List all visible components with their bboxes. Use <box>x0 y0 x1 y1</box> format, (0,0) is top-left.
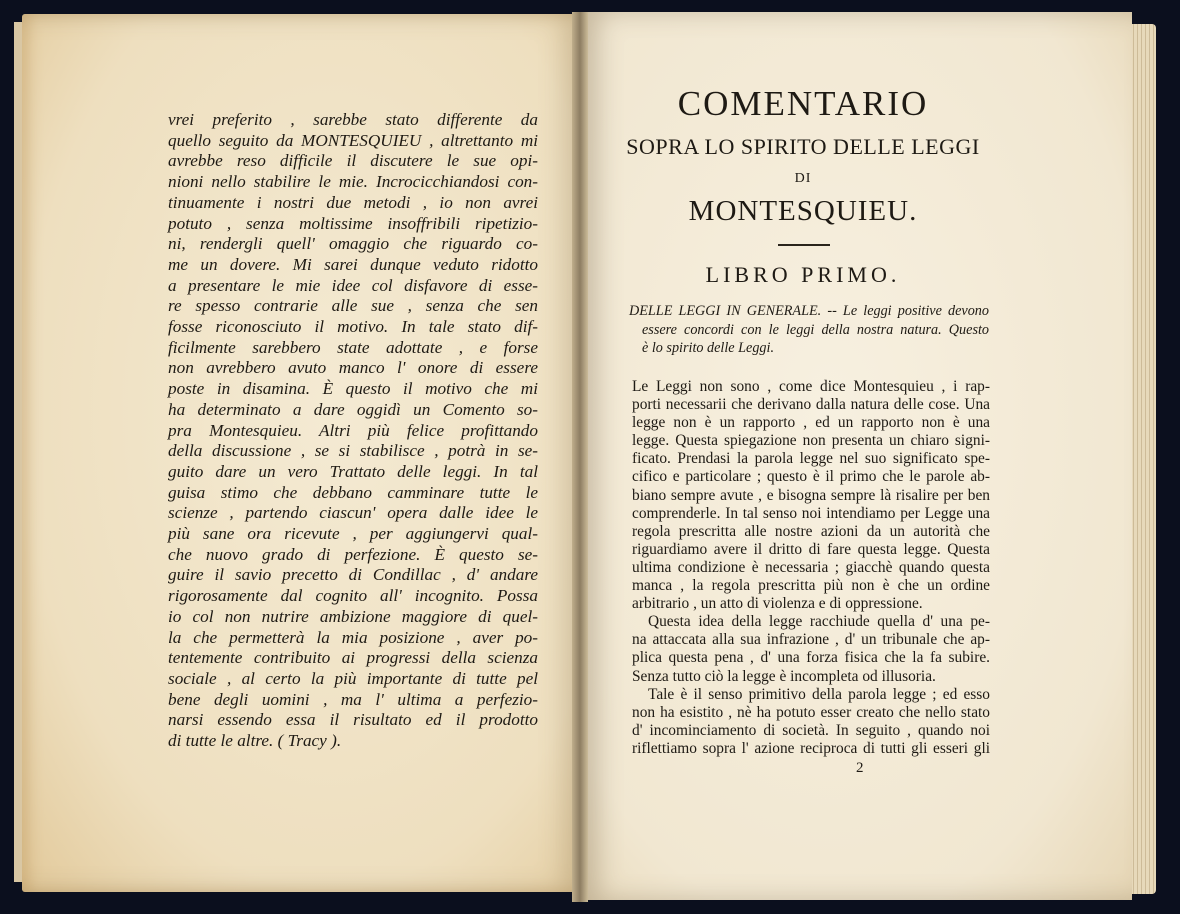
text-line: biano sempre avute , e bisogna sempre là risalire per ben <box>632 486 990 504</box>
text-line: guire il savio precetto di Condillac , d' andare <box>168 565 538 585</box>
text-line: avrebbe reso difficile il discutere le sue opi- <box>168 151 538 171</box>
text-line: me un dovere. Mi sarei dunque veduto ridotto <box>168 254 538 274</box>
text-line: bene degli uomini , ma l' ultima a perfezio- <box>168 689 538 709</box>
page-number: 2 <box>856 760 864 776</box>
text-line: vrei preferito , sarebbe stato differente da <box>168 110 538 129</box>
text-line: regola prescritta alle nostre azioni da un autorità che <box>632 522 990 540</box>
text-line: di tutte le altre. ( Tracy ). <box>168 731 342 751</box>
text-line: non ha esistito , nè ha potuto esser creato che nello stato <box>632 703 990 721</box>
text-line: sociale , al certo la più importante di tutte pel <box>168 668 538 688</box>
text-line: tentemente contribuito ai progressi della scienza <box>168 648 538 668</box>
text-line: ha determinato a dare oggidì un Comento so- <box>168 399 538 419</box>
summary-line: essere concordi con le leggi della nostra natura. Questo <box>642 321 989 338</box>
text-line: ficato. Prendasi la parola legge nel suo significato spe- <box>632 450 990 468</box>
title-rule <box>778 244 830 246</box>
book-title: COMENTARIO <box>677 84 929 123</box>
text-line: manca , la regola prescritta più non è che un ordine <box>632 577 990 595</box>
summary-line: è lo spirito delle Leggi. <box>642 340 775 357</box>
text-line: poste in disamina. È questo il motivo che mi <box>168 379 538 399</box>
text-line: Tale è il senso primitivo della parola legge ; ed esso <box>648 685 990 703</box>
text-line: cifico e particolare ; questo è il primo che le parole ab- <box>632 468 990 486</box>
text-line: legge. Questa spiegazione non presenta un chiaro signi- <box>632 432 990 450</box>
text-line: fosse riconosciuto il motivo. In tale stato dif- <box>168 317 538 337</box>
left-page-text <box>168 110 538 752</box>
text-line: nioni nello stabilire le mie. Incrocicchiandosi con- <box>168 172 538 192</box>
text-line: re spesso contrarie alle sue , senza che sen <box>168 296 538 316</box>
text-line: na attaccata alla sua infrazione , d' un tribunale che ap- <box>632 631 990 649</box>
text-line: Questa idea della legge racchiude quella d' una pe- <box>648 613 990 631</box>
text-line: a presentare le mie idee col disfavore di esse- <box>168 275 538 295</box>
text-line: non avrebbero avuto manco l' onore di essere <box>168 358 538 378</box>
text-line: io col non nutrire ambizione maggiore di quel- <box>168 606 538 626</box>
text-line: potuto , senza moltissime insoffribili ripetizio- <box>168 213 538 233</box>
text-line: più sane ora ricevute , per aggiungervi qual- <box>168 524 538 544</box>
title-di: DI <box>794 171 812 186</box>
text-line: scienze , partendo ciascun' opera dalle idee le <box>168 503 538 523</box>
right-page-body <box>632 378 990 758</box>
book-heading: LIBRO PRIMO. <box>705 262 901 287</box>
text-line: ficilmente sarebbero state adottate , e forse <box>168 337 538 357</box>
text-line: quello seguito da MONTESQUIEU , altrettanto mi <box>168 130 538 150</box>
text-line: comprenderle. In tal senso noi intendiamo per Legge una <box>632 504 990 522</box>
text-line: della discussione , se si stabilisce , potrà in se- <box>168 441 538 461</box>
text-line: rigorosamente dal cognito all' incognito. Possa <box>168 586 538 606</box>
text-line: Le Leggi non sono , come dice Montesquieu , i rap- <box>632 378 990 395</box>
text-line: che nuovo grado di perfezione. È questo se- <box>168 544 538 564</box>
text-line: pra Montesquieu. Altri più felice profittando <box>168 420 538 440</box>
text-line: arbitrario , un atto di violenza e di oppressione. <box>632 595 923 613</box>
text-line: guito dare un vero Trattato delle leggi. In tal <box>168 461 538 481</box>
book-subtitle: SOPRA LO SPIRITO DELLE LEGGI <box>626 134 980 159</box>
text-line: la che permetterà la mia posizione , aver po- <box>168 627 538 647</box>
chapter-summary <box>629 302 989 358</box>
text-line: tinuamente i nostri due metodi , io non avrei <box>168 192 538 212</box>
text-line: plica questa pena , d' una forza fisica che la fa subire. <box>632 649 990 667</box>
text-line: Senza tutto ciò la legge è incompleta od illusoria. <box>632 667 936 685</box>
text-line: riflettiamo sopra l' azione reciproca di tutti gli esseri gli <box>632 739 990 757</box>
text-line: guisa stimo che debbano camminare tutte le <box>168 482 538 502</box>
text-line: porti necessarii che derivano dalla natura delle cose. Una <box>632 396 990 414</box>
text-line: ni, rendergli quell' omaggio che riguardo co- <box>168 234 538 254</box>
text-line: ultima condizione è necessaria ; giacchè quando questa <box>632 558 990 576</box>
text-line: riguardiamo avere il dritto di fare questa legge. Questa <box>632 540 990 558</box>
text-line: d' incominciamento di società. In seguito , quando noi <box>632 721 990 739</box>
book-spine <box>572 12 588 902</box>
text-line: legge non è un rapporto , ed un rapporto non è una <box>632 414 990 432</box>
summary-line: DELLE LEGGI IN GENERALE. -- Le leggi positive devono <box>629 303 989 319</box>
text-line: narsi essendo essa il risultato ed il prodotto <box>168 710 538 730</box>
book-author: MONTESQUIEU. <box>688 195 918 227</box>
